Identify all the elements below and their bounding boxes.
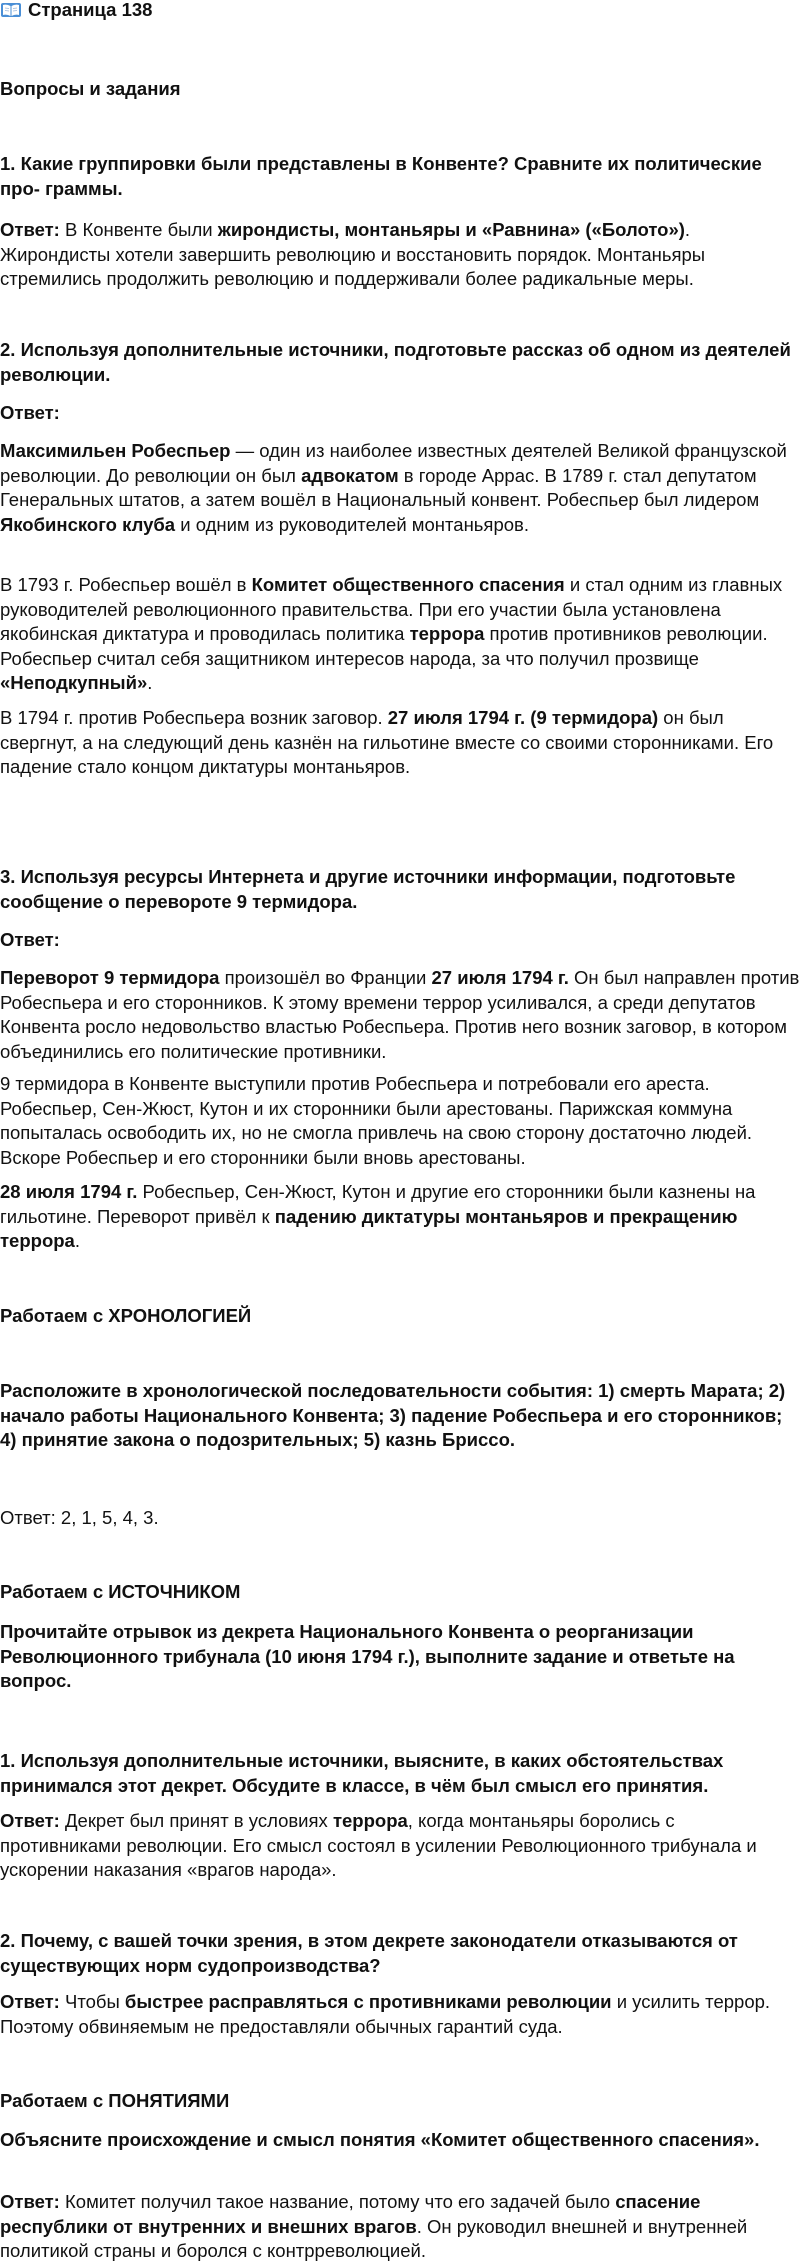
answer-label-2: Ответ: — [0, 402, 60, 423]
source-question-2: 2. Почему, с вашей точки зрения, в этом декрете законодатели отказываются от существующих норм судопроизводства? — [0, 1930, 738, 1976]
source-answer-1: Ответ: Декрет был принят в условиях террора, когда монтаньяры боролись с противниками революции. Его смысл состоял в усилении Революционного трибунала и ускорении наказания «врагов народа». — [0, 1810, 757, 1880]
concepts-task: Объясните происхождение и смысл понятия «Комитет общественного спасения». — [0, 2129, 760, 2150]
section-heading-concepts: Работаем с ПОНЯТИЯМИ — [0, 2090, 230, 2111]
answer-3-paragraph-2: 9 термидора в Конвенте выступили против Робеспьера и потребовали его ареста. Робеспьер, Сен-Жюст, Кутон и их сторонники были арестованы. Парижская коммуна попыталась освободить их, но не смогла привлечь на свою сторону достаточно людей. Вскоре Робеспьер и его сторонники были вновь арестованы. — [0, 1073, 753, 1168]
answer-label-3: Ответ: — [0, 929, 60, 950]
page-title: Страница 138 — [28, 0, 153, 20]
chronology-task: Расположите в хронологической последовательности события: 1) смерть Марата; 2) начало работы Национального Конвента; 3) падение Робеспьера и его сторонников; 4) принятие закона о подозрительных; 5) казнь Бриссо. — [0, 1380, 786, 1450]
answer-2-paragraph-3: В 1794 г. против Робеспьера возник заговор. 27 июля 1794 г. (9 термидора) он был свергнут, а на следующий день казнён на гильотине вместе со своими сторонниками. Его падение стало концом диктатуры монтаньяров. — [0, 707, 774, 777]
question-1: 1. Какие группировки были представлены в Конвенте? Сравните их политические про- граммы. — [0, 153, 762, 199]
source-task: Прочитайте отрывок из декрета Национального Конвента о реорганизации Революционного трибунала (10 июня 1794 г.), выполните задание и ответьте на вопрос. — [0, 1621, 735, 1691]
open-book-icon — [0, 2, 22, 18]
page-header — [0, 0, 800, 23]
concepts-answer: Ответ: Комитет получил такое название, потому что его задачей было спасение республики от внутренних и внешних врагов. Он руководил внешней и внутренней политикой страны и боролся с контрреволюцией. — [0, 2191, 748, 2261]
question-3: 3. Используя ресурсы Интернета и другие источники информации, подготовьте сообщение о перевороте 9 термидора. — [0, 866, 736, 912]
answer-3-paragraph-3: 28 июля 1794 г. Робеспьер, Сен-Жюст, Кутон и другие его сторонники были казнены на гильотине. Переворот привёл к падению диктатуры монтаньяров и прекращению террора. — [0, 1181, 756, 1251]
source-question-1: 1. Используя дополнительные источники, выясните, в каких обстоятельствах принимался этот декрет. Обсудите в классе, в чём был смысл его принятия. — [0, 1750, 724, 1796]
section-heading-source: Работаем с ИСТОЧНИКОМ — [0, 1581, 241, 1602]
answer-2-paragraph-2: В 1793 г. Робеспьер вошёл в Комитет общественного спасения и стал одним из главных руководителей революционного правительства. При его участии была установлена якобинская диктатура и проводилась политика террора против противников революции. Робеспьер считал себя защитником интересов народа, за что получил прозвище «Неподкупный». — [0, 574, 783, 693]
section-heading-chronology: Работаем с ХРОНОЛОГИЕЙ — [0, 1305, 252, 1326]
section-heading-questions: Вопросы и задания — [0, 78, 181, 99]
answer-1: Ответ: В Конвенте были жирондисты, монтаньяры и «Равнина» («Болото»). Жирондисты хотели завершить революцию и восстановить порядок. Монтаньяры стремились продолжить революцию и поддерживали более радикальные меры. — [0, 219, 706, 289]
answer-2-paragraph-1: Максимильен Робеспьер — один из наиболее известных деятелей Великой французской революции. До революции он был адвокатом в городе Аррас. В 1789 г. стал депутатом Генеральных штатов, а затем вошёл в Национальный конвент. Робеспьер был лидером Якобинского клуба и одним из руководителей монтаньяров. — [0, 440, 787, 535]
question-2: 2. Используя дополнительные источники, подготовьте рассказ об одном из деятелей революции. — [0, 339, 791, 385]
answer-3-paragraph-1: Переворот 9 термидора произошёл во Франции 27 июля 1794 г. Он был направлен против Робеспьера и его сторонников. К этому времени террор усиливался, а среди депутатов Конвента росло недовольство властью Робеспьера. Против него возник заговор, в котором объединились его политические противники. — [0, 967, 800, 1062]
chronology-answer: Ответ: 2, 1, 5, 4, 3. — [0, 1507, 159, 1528]
source-answer-2: Ответ: Чтобы быстрее расправляться с противниками революции и усилить террор. Поэтому обвиняемым не предоставляли обычных гарантий суда. — [0, 1991, 771, 2037]
answer-label: Ответ: — [0, 219, 60, 240]
